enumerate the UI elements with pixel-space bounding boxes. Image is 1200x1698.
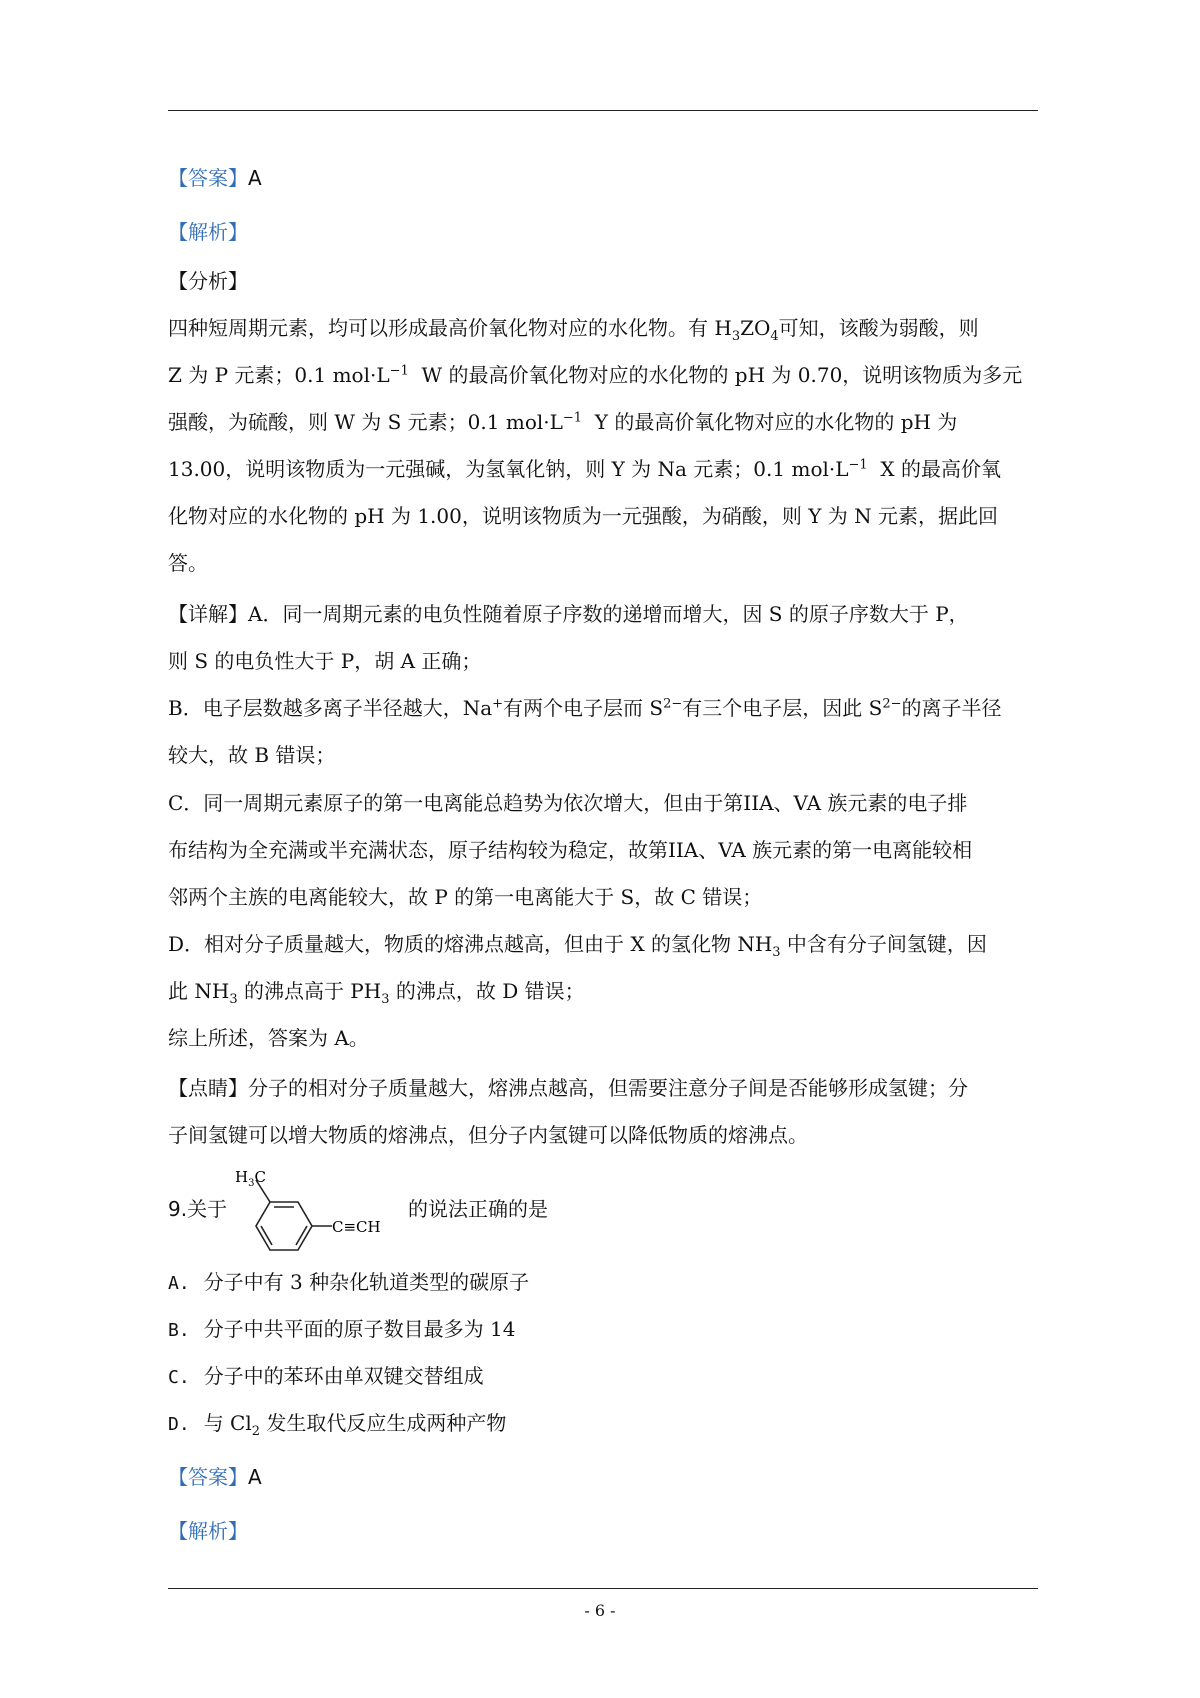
question-9-stem: 9.关于	[168, 1197, 228, 1221]
fenxi-line-4: 13.00，说明该物质为一元强碱，为氢氧化钠，则 Y 为 Na 元素；0.1 $mol\cdot L^{-1}$ X 的最高价氧	[168, 457, 1002, 481]
methyl-label: $H_3C$	[235, 1168, 266, 1189]
answer-value: A	[248, 166, 262, 190]
option-d-text: 与 $Cl_2$ 发生取代反应生成两种产物	[203, 1411, 507, 1439]
option-b-text: 分子中共平面的原子数目最多为 14	[203, 1317, 516, 1341]
option-d-label: D.	[168, 1414, 190, 1435]
detail-line-6: 布结构为全充满或半充满状态，原子结构较为稳定，故第IIA、VA 族元素的第一电离能较相	[168, 838, 973, 862]
page-number: - 6 -	[584, 1601, 616, 1620]
option-b[interactable]	[168, 1315, 516, 1345]
question-9-suffix: 的说法正确的是	[408, 1197, 548, 1221]
fenxi-label: 【分析】	[168, 269, 248, 293]
question-number: 9.	[168, 1197, 188, 1221]
tip-line-2: 子间氢键可以增大物质的熔沸点，但分子内氢键可以降低物质的熔沸点。	[168, 1123, 808, 1147]
detail-line-9: 此 $NH_3$ 的沸点高于 $PH_3$ 的沸点，故 D 错误；	[168, 979, 585, 1007]
fenxi-line-3: 强酸，为硫酸，则 W 为 S 元素；0.1 $mol\cdot L^{-1}$ Y 的最高价氧化物对应的水化物的 pH 为	[168, 410, 958, 434]
header-rule	[168, 110, 1038, 111]
detail-line-5: C．同一周期元素原子的第一电离能总趋势为依次增大，但由于第IIA、VA 族元素的电子排	[168, 791, 968, 815]
option-a-text: 分子中有 3 种杂化轨道类型的碳原子	[203, 1270, 530, 1294]
detail-line-10: 综上所述，答案为 A。	[168, 1026, 369, 1050]
analysis-label: 【解析】	[168, 220, 248, 244]
tip-line-1: 【点睛】分子的相对分子质量越大，熔沸点越高，但需要注意分子间是否能够形成氢键；分	[168, 1076, 968, 1100]
fenxi-line-1: 四种短周期元素，均可以形成最高价氧化物对应的水化物。有 $H_3ZO_4$可知，该酸为弱酸，则	[168, 316, 979, 344]
option-c-text: 分子中的苯环由单双键交替组成	[203, 1364, 484, 1388]
footer-rule	[168, 1588, 1038, 1589]
option-a-label: A.	[168, 1273, 190, 1294]
answer-line	[168, 164, 262, 192]
detail-line-2: 则 S 的电负性大于 P，胡 A 正确；	[168, 649, 482, 673]
fenxi-line-6: 答。	[168, 551, 208, 575]
molecule-structure	[230, 1162, 410, 1262]
detail-line-7: 邻两个主族的电离能较大，故 P 的第一电离能大于 S，故 C 错误；	[168, 885, 763, 909]
option-d[interactable]	[168, 1409, 506, 1439]
option-c[interactable]	[168, 1362, 484, 1392]
detail-line-4: 较大，故 B 错误；	[168, 743, 336, 767]
detail-line-1: 【详解】A．同一周期元素的电负性随着原子序数的递增而增大，因 S 的原子序数大于 P，	[168, 602, 969, 626]
option-c-label: C.	[168, 1367, 190, 1388]
fenxi-line-5: 化物对应的水化物的 pH 为 1.00，说明该物质为一元强酸，为硝酸，则 Y 为 N 元素，据此回	[168, 504, 998, 528]
answer-value-2: A	[248, 1465, 262, 1489]
detail-line-8: D．相对分子质量越大，物质的熔沸点越高，但由于 X 的氢化物 $NH_3$ 中含有分子间氢键，因	[168, 932, 987, 960]
answer-line-2	[168, 1463, 262, 1491]
detail-line-3: B．电子层数越多离子半径越大，Na+有两个电子层而 $S^{2-}$有三个电子层，因此 $S^{2-}$的离子半径	[168, 696, 1002, 720]
answer-label: 【答案】	[168, 166, 248, 190]
analysis-label-2: 【解析】	[168, 1519, 248, 1543]
benzene-ring	[256, 1180, 332, 1250]
option-b-label: B.	[168, 1320, 190, 1341]
option-a[interactable]	[168, 1268, 529, 1298]
alkyne-label: C≡CH	[332, 1218, 381, 1236]
fenxi-line-2: Z 为 P 元素；0.1 $mol\cdot L^{-1}$ W 的最高价氧化物对应的水化物的 pH 为 0.70，说明该物质为多元	[168, 363, 1023, 387]
answer-label-2: 【答案】	[168, 1465, 248, 1489]
